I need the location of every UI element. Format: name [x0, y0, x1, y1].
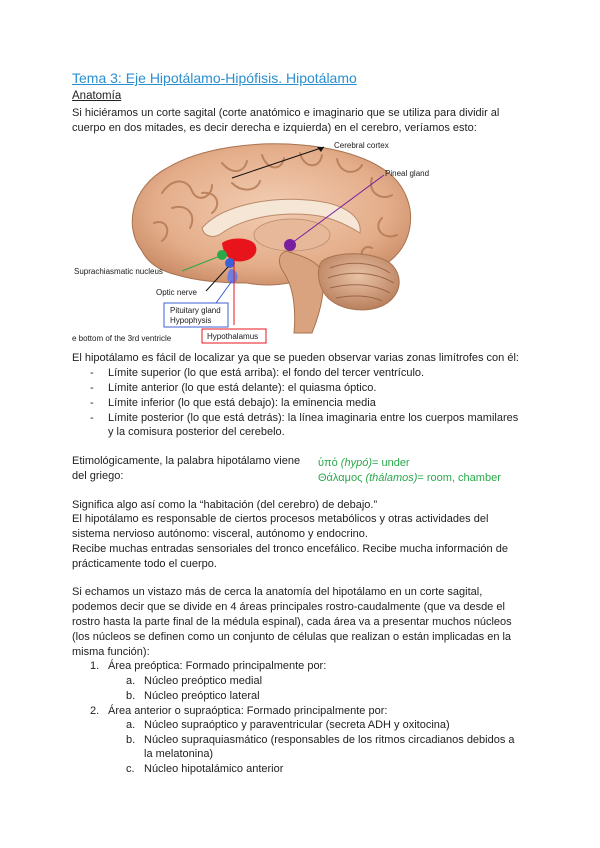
list-letter: a. [126, 719, 136, 731]
bullet-dash: - [90, 382, 94, 394]
section-heading-anatomia: Anatomía [72, 90, 122, 102]
area-2c: Núcleo hipotalámico anterior [144, 763, 284, 775]
limit-item-4-cont: y la comisura posterior del cerebelo. [108, 426, 285, 438]
bullet-dash: - [90, 367, 94, 379]
area-1: Área preóptica: Formado principalmente por: [108, 660, 327, 672]
cerebellum-shape [318, 254, 399, 310]
limit-item-2: Límite anterior (lo que está delante): el quiasma óptico. [108, 382, 377, 394]
body-p4-l2: podemos decir que se divide en 4 áreas principales rostro-caudalmente (que va desde el [72, 601, 505, 613]
label-pituitary-1: Pituitary gland [170, 306, 221, 315]
list-number-1: 1. [90, 660, 100, 672]
greek-translit-1: (hypó) [340, 457, 372, 469]
intro-line-2: cuerpo en dos mitades, es decir derecha e izquierda) en el cerebro, veríamos esto: [72, 122, 477, 134]
greek-meaning-1: = under [371, 457, 410, 469]
greek-meaning-2: = room, chamber [417, 472, 501, 484]
label-hypothalamus: Hypothalamus [207, 332, 259, 341]
list-letter: a. [126, 675, 136, 687]
greek-word-1: ὑπό [318, 457, 338, 469]
body-p4-l3: rostro hasta la parte final de la médula espinal), cada área va a presentar muchos núcleos [72, 616, 512, 628]
label-pituitary-2: Hypophysis [170, 316, 212, 325]
body-p2-l2: sistema nervioso autónomo: visceral, autónomo y endocrino. [72, 528, 368, 540]
body-p1: Significa algo así como la “habitación (del cerebro) de debajo.” [72, 499, 378, 511]
intro-line-1: Si hiciéramos un corte sagital (corte anatómico e imaginario que se utiliza para dividir al [72, 107, 500, 119]
label-cerebral-cortex: Cerebral cortex [334, 141, 389, 150]
list-letter: c. [126, 763, 135, 775]
list-number-2: 2. [90, 705, 100, 717]
limits-intro: El hipotálamo es fácil de localizar ya que se pueden observar varias zonas limítrofes con él: [72, 352, 519, 364]
etym-line-2: del griego: [72, 470, 124, 482]
body-p4-l1: Si echamos un vistazo más de cerca la anatomía del hipotálamo en un corte sagital, [72, 586, 483, 598]
body-p3-l1: Recibe muchas entradas sensoriales del tronco encefálico. Recibe mucha información de [72, 543, 508, 555]
area-2a: Núcleo supraóptico y paraventricular (secreta ADH y oxitocina) [144, 719, 450, 731]
suprachiasmatic-dot [217, 250, 227, 260]
limit-item-4: Límite posterior (lo que está detrás): la línea imaginaria entre los cuerpos mamilares [108, 412, 519, 424]
greek-thalamos [318, 472, 501, 484]
body-p4-l4: (los núcleos se definen como un conjunto de células que realizan o están implicadas en la [72, 631, 512, 643]
body-p2-l1: El hipotálamo es responsable de ciertos procesos metabólicos y otras actividades del [72, 513, 489, 525]
etym-line-1: Etimológicamente, la palabra hipotálamo viene [72, 455, 301, 467]
label-optic-nerve: Optic nerve [156, 288, 197, 297]
list-letter: b. [126, 734, 136, 746]
greek-translit-2: (thálamos) [365, 472, 418, 484]
label-pineal-gland: Pineal gland [385, 169, 430, 178]
area-2b-l2: la melatonina) [144, 748, 214, 760]
area-2: Área anterior o supraóptica: Formado principalmente por: [108, 705, 388, 717]
body-p4-l5: misma función): [72, 646, 150, 658]
area-1b: Núcleo preóptico lateral [144, 690, 260, 702]
limit-item-1: Límite superior (lo que está arriba): el fondo del tercer ventrículo. [108, 367, 425, 379]
label-third-ventricle: e bottom of the 3rd ventricle [72, 334, 172, 343]
label-suprachiasmatic: Suprachiasmatic nucleus [74, 267, 163, 276]
brain-sagittal-figure [72, 133, 542, 348]
area-1a: Núcleo preóptico medial [144, 675, 263, 687]
list-letter: b. [126, 690, 136, 702]
bullet-dash: - [90, 412, 94, 424]
area-2b-l1: Núcleo supraquiasmático (responsables de los ritmos circadianos debidos a [144, 734, 515, 746]
greek-hypo [318, 457, 410, 469]
body-p3-l2: prácticamente todo el cuerpo. [72, 558, 217, 570]
document-title: Tema 3: Eje Hipotálamo-Hipófisis. Hipotálamo [72, 70, 357, 86]
limit-item-3: Límite inferior (lo que está debajo): la eminencia media [108, 397, 376, 409]
greek-word-2: Θάλαμος [318, 472, 363, 484]
bullet-dash: - [90, 397, 94, 409]
